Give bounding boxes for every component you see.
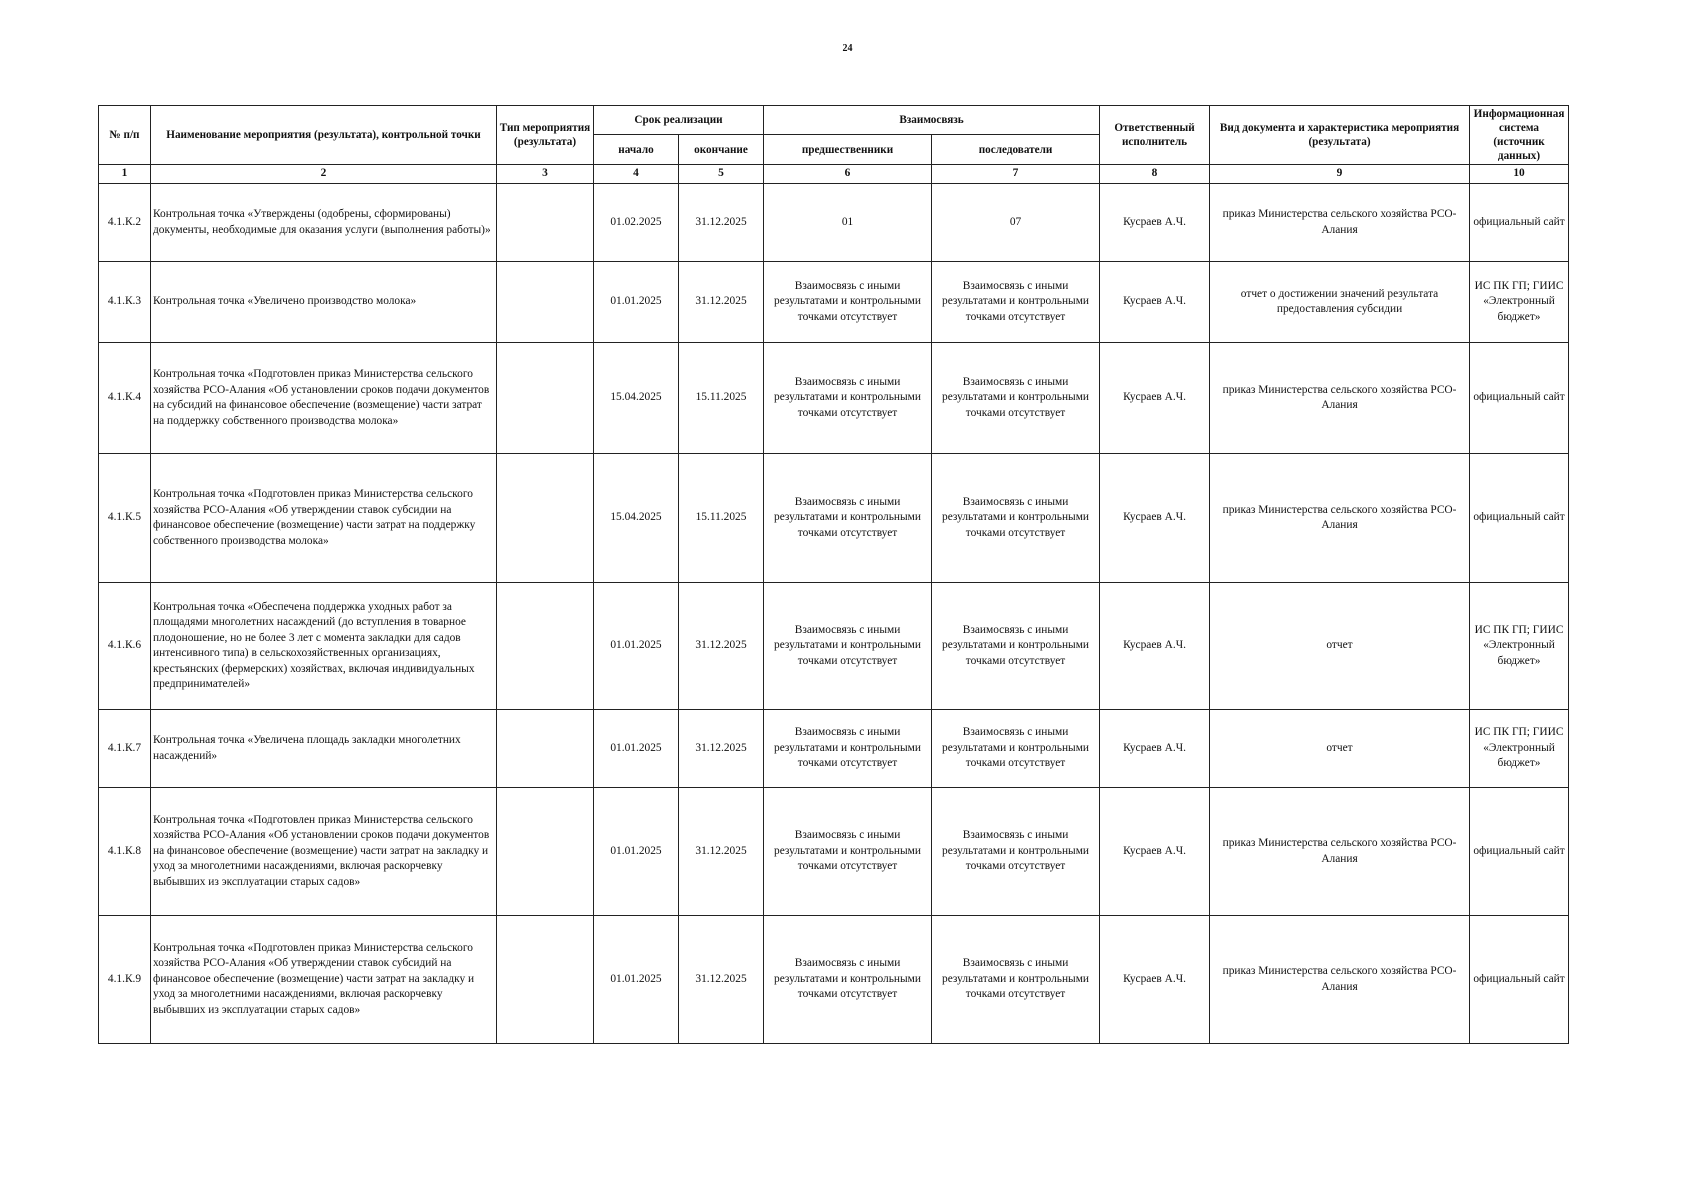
header-name: Наименование мероприятия (результата), контрольной точки: [151, 106, 497, 165]
row-info: официальный сайт: [1470, 916, 1569, 1044]
row-name: Контрольная точка «Подготовлен приказ Министерства сельского хозяйства РСО-Алания «Об утверждении ставок субсидии на финансовое обеспечение (возмещение) части затрат на поддержку собственного производства молока»: [151, 454, 497, 583]
row-name: Контрольная точка «Обеспечена поддержка уходных работ за площадями многолетних насаждений (до вступления в товарное плодоношение, но не более 3 лет с момента закладки для садов интенсивного типа) в сельскохозяйственных организациях, крестьянских (фермерских) хозяйствах, включая индивидуальных предпринимателей»: [151, 583, 497, 710]
header-doc: Вид документа и характеристика мероприятия (результата): [1210, 106, 1470, 165]
row-start: 01.01.2025: [594, 710, 679, 788]
row-type: [497, 343, 594, 454]
control-points-table: [98, 105, 1569, 1044]
row-type: [497, 916, 594, 1044]
header-successors: последователи: [932, 135, 1100, 165]
header-row-1: [99, 106, 1569, 135]
row-doc: приказ Министерства сельского хозяйства РСО-Алания: [1210, 916, 1470, 1044]
row-successors: Взаимосвязь с иными результатами и контрольными точками отсутствует: [932, 916, 1100, 1044]
row-info: официальный сайт: [1470, 788, 1569, 916]
row-name: Контрольная точка «Подготовлен приказ Министерства сельского хозяйства РСО-Алания «Об установлении сроков подачи документов на финансовое обеспечение (возмещение) части затрат на закладку и уход за многолетними насаждениями, включая раскорчевку выбывших из эксплуатации старых садов»: [151, 788, 497, 916]
row-info: официальный сайт: [1470, 184, 1569, 262]
column-number: 9: [1210, 165, 1470, 184]
row-responsible: Кусраев А.Ч.: [1100, 262, 1210, 343]
table-row: [99, 262, 1569, 343]
row-predecessors: Взаимосвязь с иными результатами и контрольными точками отсутствует: [764, 583, 932, 710]
header-predecessors: предшественники: [764, 135, 932, 165]
row-id: 4.1.К.5: [99, 454, 151, 583]
table-row: [99, 583, 1569, 710]
row-predecessors: Взаимосвязь с иными результатами и контрольными точками отсутствует: [764, 916, 932, 1044]
column-number: 7: [932, 165, 1100, 184]
column-number-row: [99, 165, 1569, 184]
row-successors: Взаимосвязь с иными результатами и контрольными точками отсутствует: [932, 454, 1100, 583]
row-id: 4.1.К.8: [99, 788, 151, 916]
row-predecessors: Взаимосвязь с иными результатами и контрольными точками отсутствует: [764, 788, 932, 916]
row-doc: приказ Министерства сельского хозяйства РСО-Алания: [1210, 788, 1470, 916]
row-id: 4.1.К.7: [99, 710, 151, 788]
row-info: официальный сайт: [1470, 343, 1569, 454]
row-responsible: Кусраев А.Ч.: [1100, 710, 1210, 788]
row-name: Контрольная точка «Увеличена площадь закладки многолетних насаждений»: [151, 710, 497, 788]
row-successors: Взаимосвязь с иными результатами и контрольными точками отсутствует: [932, 710, 1100, 788]
row-end: 15.11.2025: [679, 454, 764, 583]
row-successors: 07: [932, 184, 1100, 262]
header-num: № п/п: [99, 106, 151, 165]
row-type: [497, 583, 594, 710]
row-start: 01.01.2025: [594, 262, 679, 343]
row-type: [497, 262, 594, 343]
row-type: [497, 454, 594, 583]
column-number: 1: [99, 165, 151, 184]
row-end: 31.12.2025: [679, 788, 764, 916]
row-id: 4.1.К.6: [99, 583, 151, 710]
row-id: 4.1.К.2: [99, 184, 151, 262]
row-info: ИС ПК ГП; ГИИС «Электронный бюджет»: [1470, 583, 1569, 710]
row-predecessors: Взаимосвязь с иными результатами и контрольными точками отсутствует: [764, 262, 932, 343]
column-number: 6: [764, 165, 932, 184]
row-start: 01.01.2025: [594, 583, 679, 710]
row-name: Контрольная точка «Подготовлен приказ Министерства сельского хозяйства РСО-Алания «Об утверждении ставок субсидий на финансовое обеспечение (возмещение) части затрат на закладку и уход за многолетними насаждениями, включая раскорчевку выбывших из эксплуатации старых садов»: [151, 916, 497, 1044]
row-doc: отчет о достижении значений результата предоставления субсидии: [1210, 262, 1470, 343]
row-responsible: Кусраев А.Ч.: [1100, 184, 1210, 262]
row-end: 31.12.2025: [679, 262, 764, 343]
row-predecessors: Взаимосвязь с иными результатами и контрольными точками отсутствует: [764, 343, 932, 454]
row-successors: Взаимосвязь с иными результатами и контрольными точками отсутствует: [932, 788, 1100, 916]
table-row: [99, 788, 1569, 916]
row-doc: приказ Министерства сельского хозяйства РСО-Алания: [1210, 343, 1470, 454]
row-name: Контрольная точка «Утверждены (одобрены, сформированы) документы, необходимые для оказания услуги (выполнения работы)»: [151, 184, 497, 262]
column-number: 8: [1100, 165, 1210, 184]
row-start: 01.02.2025: [594, 184, 679, 262]
row-predecessors: 01: [764, 184, 932, 262]
table-row: [99, 454, 1569, 583]
row-doc: отчет: [1210, 583, 1470, 710]
row-end: 31.12.2025: [679, 710, 764, 788]
header-responsible: Ответственный исполнитель: [1100, 106, 1210, 165]
row-name: Контрольная точка «Подготовлен приказ Министерства сельского хозяйства РСО-Алания «Об установлении сроков подачи документов на субсидий на финансовое обеспечение (возмещение) части затрат на поддержку собственного производства молока»: [151, 343, 497, 454]
row-responsible: Кусраев А.Ч.: [1100, 343, 1210, 454]
row-type: [497, 710, 594, 788]
header-start: начало: [594, 135, 679, 165]
row-doc: отчет: [1210, 710, 1470, 788]
row-responsible: Кусраев А.Ч.: [1100, 788, 1210, 916]
column-number: 2: [151, 165, 497, 184]
row-type: [497, 788, 594, 916]
row-predecessors: Взаимосвязь с иными результатами и контрольными точками отсутствует: [764, 454, 932, 583]
row-doc: приказ Министерства сельского хозяйства РСО-Алания: [1210, 184, 1470, 262]
row-end: 15.11.2025: [679, 343, 764, 454]
row-start: 15.04.2025: [594, 343, 679, 454]
row-responsible: Кусраев А.Ч.: [1100, 916, 1210, 1044]
page-number: 24: [842, 43, 853, 54]
row-predecessors: Взаимосвязь с иными результатами и контрольными точками отсутствует: [764, 710, 932, 788]
column-number: 10: [1470, 165, 1569, 184]
table-row: [99, 343, 1569, 454]
header-info: Информационная система (источник данных): [1470, 106, 1569, 165]
header-type: Тип мероприятия (результата): [497, 106, 594, 165]
header-end: окончание: [679, 135, 764, 165]
row-type: [497, 184, 594, 262]
row-info: ИС ПК ГП; ГИИС «Электронный бюджет»: [1470, 710, 1569, 788]
header-relation: Взаимосвязь: [764, 106, 1100, 135]
row-end: 31.12.2025: [679, 583, 764, 710]
row-responsible: Кусраев А.Ч.: [1100, 583, 1210, 710]
row-successors: Взаимосвязь с иными результатами и контрольными точками отсутствует: [932, 583, 1100, 710]
row-start: 01.01.2025: [594, 788, 679, 916]
row-id: 4.1.К.4: [99, 343, 151, 454]
row-id: 4.1.К.9: [99, 916, 151, 1044]
column-number: 4: [594, 165, 679, 184]
row-start: 01.01.2025: [594, 916, 679, 1044]
row-successors: Взаимосвязь с иными результатами и контрольными точками отсутствует: [932, 343, 1100, 454]
table-row: [99, 710, 1569, 788]
row-doc: приказ Министерства сельского хозяйства РСО-Алания: [1210, 454, 1470, 583]
row-name: Контрольная точка «Увеличено производство молока»: [151, 262, 497, 343]
row-id: 4.1.К.3: [99, 262, 151, 343]
table-row: [99, 184, 1569, 262]
column-number: 3: [497, 165, 594, 184]
table-row: [99, 916, 1569, 1044]
header-period: Срок реализации: [594, 106, 764, 135]
row-end: 31.12.2025: [679, 916, 764, 1044]
column-number: 5: [679, 165, 764, 184]
row-start: 15.04.2025: [594, 454, 679, 583]
row-successors: Взаимосвязь с иными результатами и контрольными точками отсутствует: [932, 262, 1100, 343]
row-end: 31.12.2025: [679, 184, 764, 262]
row-responsible: Кусраев А.Ч.: [1100, 454, 1210, 583]
row-info: ИС ПК ГП; ГИИС «Электронный бюджет»: [1470, 262, 1569, 343]
row-info: официальный сайт: [1470, 454, 1569, 583]
